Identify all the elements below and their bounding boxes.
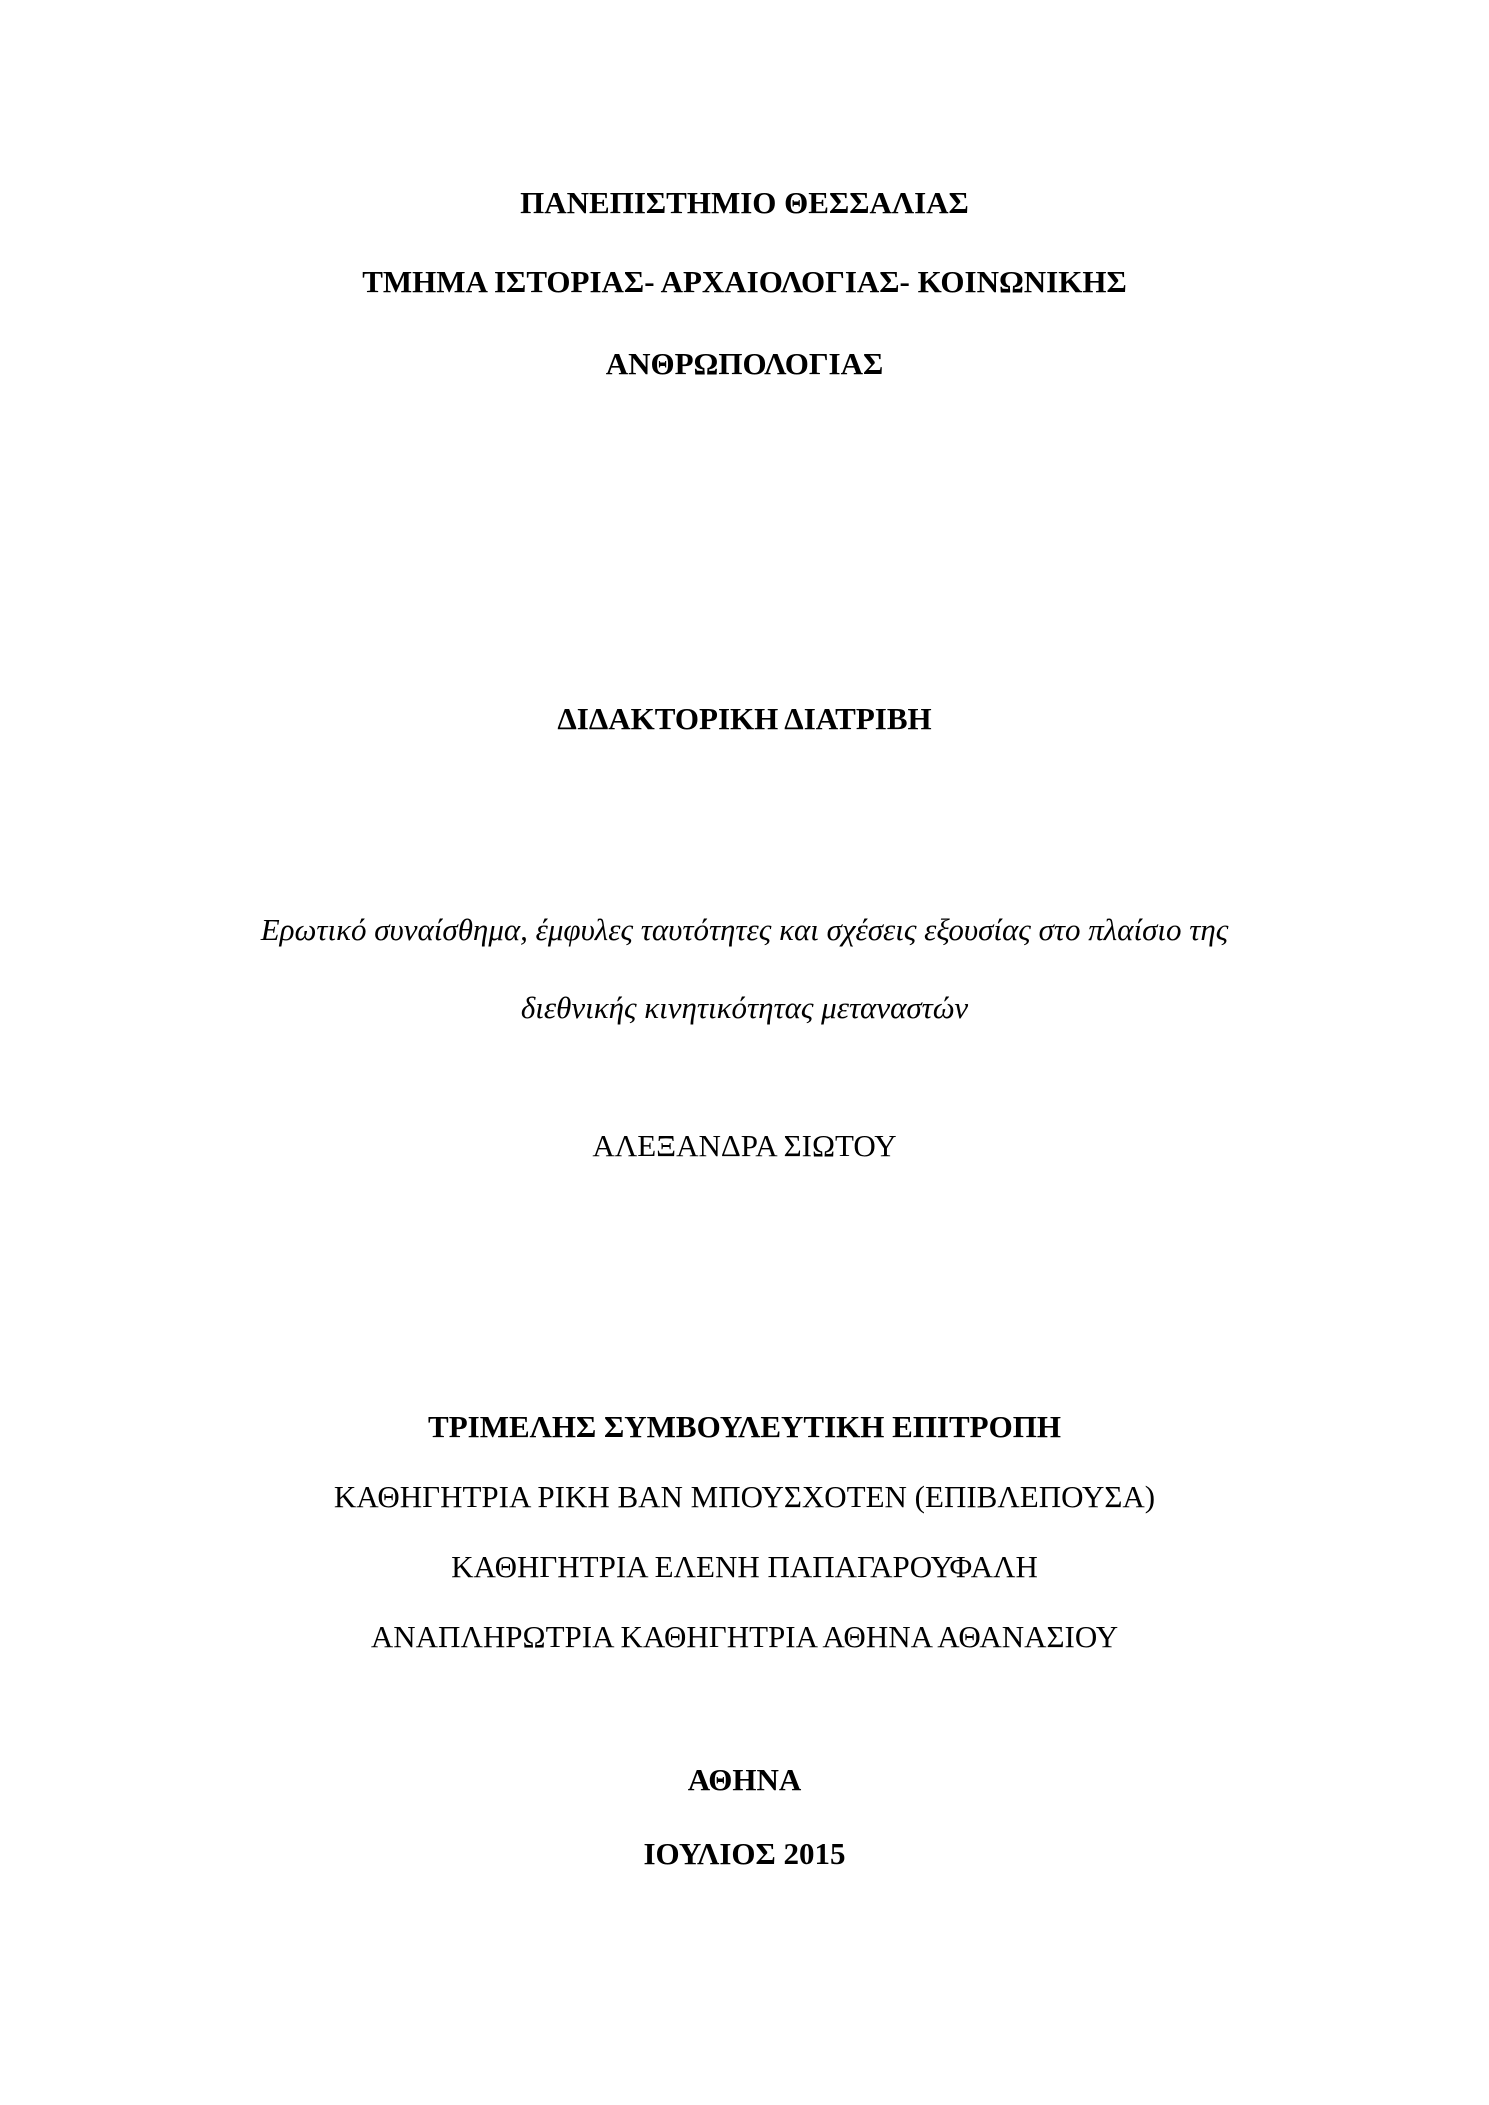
thesis-title-line-1: Ερωτικό συναίσθημα, έμφυλες ταυτότητες και σχέσεις εξουσίας στο πλαίσιο της: [260, 912, 1229, 947]
author-name: ΑΛΕΞΑΝΔΡΑ ΣΙΩΤΟΥ: [592, 1128, 897, 1163]
date: ΙΟΥΛΙΟΣ 2015: [643, 1836, 846, 1871]
committee-member: ΑΝΑΠΛΗΡΩΤΡΙΑ ΚΑΘΗΓΗΤΡΙΑ ΑΘΗΝΑ ΑΘΑΝΑΣΙΟΥ: [370, 1619, 1119, 1654]
city: ΑΘΗΝΑ: [687, 1762, 802, 1797]
department-name-line-2: ΑΝΘΡΩΠΟΛΟΓΙΑΣ: [605, 346, 884, 381]
committee-heading: ΤΡΙΜΕΛΗΣ ΣΥΜΒΟΥΛΕΥΤΙΚΗ ΕΠΙΤΡΟΠΗ: [428, 1409, 1061, 1444]
document-type: ΔΙΔΑΚΤΟΡΙΚΗ ΔΙΑΤΡΙΒΗ: [557, 701, 932, 736]
university-name: ΠΑΝΕΠΙΣΤΗΜΙΟ ΘΕΣΣΑΛΙΑΣ: [520, 185, 969, 220]
committee-member: ΚΑΘΗΓΗΤΡΙΑ ΡΙΚΗ ΒΑΝ ΜΠΟΥΣΧΟΤΕΝ (ΕΠΙΒΛΕΠΟΥΣΑ): [333, 1479, 1156, 1514]
committee-member: ΚΑΘΗΓΗΤΡΙΑ ΕΛΕΝΗ ΠΑΠΑΓΑΡΟΥΦΑΛΗ: [451, 1549, 1038, 1584]
thesis-title-line-2: διεθνικής κινητικότητας μεταναστών: [520, 990, 969, 1025]
department-name-line-1: ΤΜΗΜΑ ΙΣΤΟΡΙΑΣ- ΑΡΧΑΙΟΛΟΓΙΑΣ- ΚΟΙΝΩΝΙΚΗΣ: [362, 264, 1127, 299]
